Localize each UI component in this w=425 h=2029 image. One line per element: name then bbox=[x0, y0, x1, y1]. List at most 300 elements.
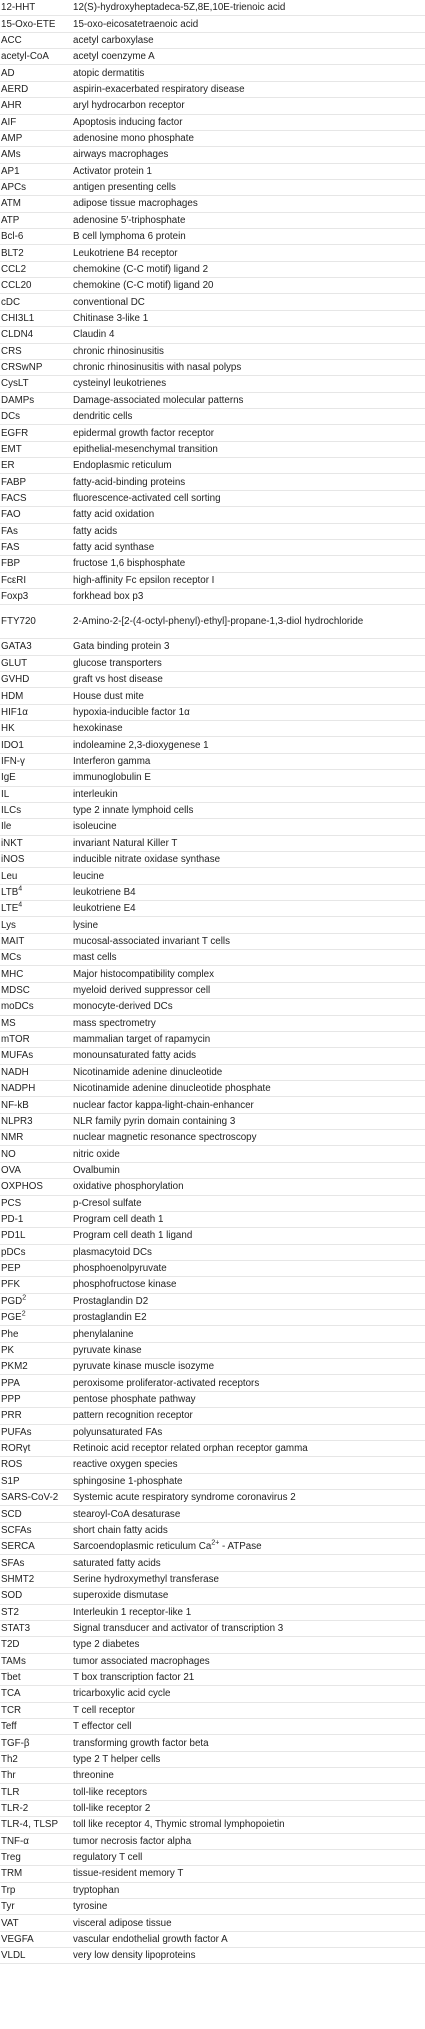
table-row bbox=[0, 1784, 425, 1800]
definition-text: 12(S)-hydroxyheptadeca-5Z,8E,10E-trienoic acid bbox=[73, 2, 286, 14]
definition-cell bbox=[73, 1064, 425, 1080]
table-row bbox=[0, 884, 425, 900]
definition-cell bbox=[73, 327, 425, 343]
definition-text: chemokine (C-C motif) ligand 20 bbox=[73, 280, 214, 292]
abbreviation-cell bbox=[0, 490, 73, 506]
definition-text: p-Cresol sulfate bbox=[73, 1197, 142, 1209]
abbreviation-text: BLT2 bbox=[1, 247, 24, 259]
abbreviation-cell bbox=[0, 835, 73, 851]
abbreviation-text: PRR bbox=[1, 1410, 22, 1422]
table-row bbox=[0, 1113, 425, 1129]
abbreviation-text: NLPR3 bbox=[1, 1115, 33, 1127]
abbreviation-text: MHC bbox=[1, 968, 24, 980]
definition-text: fatty acid synthase bbox=[73, 542, 155, 554]
definition-cell bbox=[73, 539, 425, 555]
definition-text: Prostaglandin D2 bbox=[73, 1295, 149, 1307]
definition-text: chronic rhinosinusitis bbox=[73, 345, 164, 357]
table-row bbox=[0, 1735, 425, 1751]
table-row bbox=[0, 672, 425, 688]
definition-text: nuclear factor kappa-light-chain-enhancer bbox=[73, 1099, 254, 1111]
abbreviation-text: RORγt bbox=[1, 1443, 31, 1455]
abbreviation-text: TLR-4, TLSP bbox=[1, 1819, 58, 1831]
definition-cell bbox=[73, 1800, 425, 1816]
abbreviation-cell bbox=[0, 1359, 73, 1375]
definition-cell bbox=[73, 278, 425, 294]
definition-text: reactive oxygen species bbox=[73, 1459, 178, 1471]
abbreviation-text: Leu bbox=[1, 870, 18, 882]
definition-cell bbox=[73, 1506, 425, 1522]
abbreviation-superscript: 2 bbox=[21, 1310, 26, 1318]
abbreviation-text: FABP bbox=[1, 476, 27, 488]
definition-cell bbox=[73, 1784, 425, 1800]
table-row bbox=[0, 605, 425, 639]
abbreviation-cell bbox=[0, 1244, 73, 1260]
definition-cell bbox=[73, 425, 425, 441]
table-row bbox=[0, 523, 425, 539]
definition-cell bbox=[73, 1833, 425, 1849]
abbreviation-text: TCA bbox=[1, 1688, 21, 1700]
definition-cell bbox=[73, 294, 425, 310]
table-row bbox=[0, 786, 425, 802]
abbreviation-cell bbox=[0, 1113, 73, 1129]
abbreviation-cell bbox=[0, 1653, 73, 1669]
abbreviation-cell bbox=[0, 688, 73, 704]
abbreviation-text: MUFAs bbox=[1, 1050, 34, 1062]
table-row bbox=[0, 933, 425, 949]
abbreviation-cell bbox=[0, 1391, 73, 1407]
definition-cell bbox=[73, 1571, 425, 1587]
table-row bbox=[0, 376, 425, 392]
abbreviation-text: FACS bbox=[1, 492, 27, 504]
abbreviation-superscript: 2 bbox=[22, 1294, 27, 1302]
table-row bbox=[0, 1948, 425, 1964]
abbreviation-cell bbox=[0, 1489, 73, 1505]
definition-text: Systemic acute respiratory syndrome coronavirus 2 bbox=[73, 1492, 296, 1504]
table-row bbox=[0, 1162, 425, 1178]
definition-text: tyrosine bbox=[73, 1901, 108, 1913]
abbreviation-cell bbox=[0, 819, 73, 835]
table-row bbox=[0, 1342, 425, 1358]
abbreviation-cell bbox=[0, 672, 73, 688]
table-row bbox=[0, 1277, 425, 1293]
definition-cell bbox=[73, 1948, 425, 1964]
definition-cell bbox=[73, 1489, 425, 1505]
table-row bbox=[0, 1015, 425, 1031]
definition-text: Chitinase 3-like 1 bbox=[73, 313, 149, 324]
definition-text: mast cells bbox=[73, 952, 117, 964]
abbreviation-cell bbox=[0, 1735, 73, 1751]
abbreviation-text: HDM bbox=[1, 690, 24, 702]
definition-cell bbox=[73, 1310, 425, 1326]
definition-cell bbox=[73, 917, 425, 933]
table-row bbox=[0, 1081, 425, 1097]
abbreviation-text: GLUT bbox=[1, 657, 28, 669]
table-row bbox=[0, 1424, 425, 1440]
definition-text: high-affinity Fc epsilon receptor I bbox=[73, 574, 215, 586]
abbreviation-cell bbox=[0, 1277, 73, 1293]
abbreviation-cell bbox=[0, 851, 73, 867]
abbreviation-cell bbox=[0, 81, 73, 97]
abbreviation-text: VEGFA bbox=[1, 1933, 34, 1945]
definition-text: transforming growth factor beta bbox=[73, 1737, 209, 1749]
definition-text: leukotriene E4 bbox=[73, 903, 136, 915]
definition-text: prostaglandin E2 bbox=[73, 1312, 147, 1324]
abbreviation-text: EMT bbox=[1, 443, 22, 455]
definition-cell bbox=[73, 556, 425, 572]
definition-text: Gata binding protein 3 bbox=[73, 641, 170, 653]
definition-text: epidermal growth factor receptor bbox=[73, 427, 215, 439]
abbreviation-text: MCs bbox=[1, 952, 22, 964]
definition-text: Nicotinamide adenine dinucleotide phosphate bbox=[73, 1083, 271, 1095]
table-row bbox=[0, 655, 425, 671]
table-row bbox=[0, 999, 425, 1015]
definition-text: fatty-acid-binding proteins bbox=[73, 476, 186, 488]
abbreviation-text: PGE bbox=[1, 1312, 22, 1324]
definition-cell bbox=[73, 851, 425, 867]
abbreviation-cell bbox=[0, 1162, 73, 1178]
table-row bbox=[0, 474, 425, 490]
table-row bbox=[0, 1702, 425, 1718]
definition-cell bbox=[73, 786, 425, 802]
abbreviation-cell bbox=[0, 376, 73, 392]
abbreviation-cell bbox=[0, 425, 73, 441]
abbreviation-cell bbox=[0, 1833, 73, 1849]
abbreviation-text: FAs bbox=[1, 525, 18, 537]
table-row bbox=[0, 1522, 425, 1538]
definition-cell bbox=[73, 458, 425, 474]
table-row bbox=[0, 1637, 425, 1653]
abbreviation-cell bbox=[0, 770, 73, 786]
table-row bbox=[0, 147, 425, 163]
abbreviation-cell bbox=[0, 1800, 73, 1816]
table-row bbox=[0, 1375, 425, 1391]
definition-text: tumor necrosis factor alpha bbox=[73, 1835, 192, 1847]
definition-cell bbox=[73, 1588, 425, 1604]
abbreviation-cell bbox=[0, 1588, 73, 1604]
table-row bbox=[0, 1604, 425, 1620]
definition-cell bbox=[73, 310, 425, 326]
definition-cell bbox=[73, 212, 425, 228]
abbreviation-cell bbox=[0, 950, 73, 966]
definition-cell bbox=[73, 802, 425, 818]
definition-text: monocyte-derived DCs bbox=[73, 1001, 173, 1013]
abbreviation-text: SCFAs bbox=[1, 1524, 32, 1536]
abbreviation-cell bbox=[0, 245, 73, 261]
definition-cell bbox=[73, 1522, 425, 1538]
abbreviation-text: ROS bbox=[1, 1459, 23, 1471]
definition-cell bbox=[73, 523, 425, 539]
abbreviation-text: PFK bbox=[1, 1279, 21, 1291]
abbreviation-cell bbox=[0, 1310, 73, 1326]
definition-cell bbox=[73, 1653, 425, 1669]
definition-text: acetyl coenzyme A bbox=[73, 51, 155, 63]
definition-text: fatty acid oxidation bbox=[73, 509, 155, 521]
definition-text: visceral adipose tissue bbox=[73, 1917, 172, 1929]
table-row bbox=[0, 1768, 425, 1784]
abbreviation-cell bbox=[0, 982, 73, 998]
definition-cell bbox=[73, 1620, 425, 1636]
definition-text: tissue-resident memory T bbox=[73, 1868, 184, 1880]
definition-text: Program cell death 1 bbox=[73, 1214, 164, 1226]
definition-text: very low density lipoproteins bbox=[73, 1950, 196, 1962]
abbreviation-cell bbox=[0, 1948, 73, 1964]
table-row bbox=[0, 1882, 425, 1898]
definition-text: nuclear magnetic resonance spectroscopy bbox=[73, 1132, 257, 1144]
abbreviation-cell bbox=[0, 966, 73, 982]
abbreviation-cell bbox=[0, 1179, 73, 1195]
abbreviation-superscript: 4 bbox=[18, 885, 23, 893]
table-row bbox=[0, 704, 425, 720]
abbreviation-cell bbox=[0, 1555, 73, 1571]
table-row bbox=[0, 261, 425, 277]
table-row bbox=[0, 343, 425, 359]
table-row bbox=[0, 1800, 425, 1816]
table-row bbox=[0, 1310, 425, 1326]
abbreviation-cell bbox=[0, 327, 73, 343]
table-row bbox=[0, 753, 425, 769]
abbreviation-cell bbox=[0, 1260, 73, 1276]
abbreviation-text: CCL20 bbox=[1, 280, 32, 292]
abbreviation-cell bbox=[0, 130, 73, 146]
abbreviation-text: PK bbox=[1, 1344, 15, 1356]
abbreviation-text: TLR-2 bbox=[1, 1802, 29, 1814]
table-row bbox=[0, 1457, 425, 1473]
table-row bbox=[0, 1817, 425, 1833]
table-row bbox=[0, 458, 425, 474]
definition-text: hypoxia-inducible factor 1α bbox=[73, 706, 190, 718]
definition-text: tumor associated macrophages bbox=[73, 1655, 210, 1667]
definition-text: Program cell death 1 ligand bbox=[73, 1230, 193, 1242]
abbreviation-cell bbox=[0, 1522, 73, 1538]
table-row bbox=[0, 1293, 425, 1309]
definition-cell bbox=[73, 359, 425, 375]
table-row bbox=[0, 163, 425, 179]
abbreviation-cell bbox=[0, 147, 73, 163]
definition-cell bbox=[73, 639, 425, 655]
table-row bbox=[0, 572, 425, 588]
abbreviation-text: ATM bbox=[1, 198, 21, 210]
abbreviation-text: AD bbox=[1, 67, 15, 79]
abbreviation-cell bbox=[0, 0, 73, 16]
abbreviation-cell bbox=[0, 1768, 73, 1784]
abbreviation-text: SCD bbox=[1, 1508, 22, 1520]
definition-text: type 2 innate lymphoid cells bbox=[73, 805, 194, 817]
definition-text: Claudin 4 bbox=[73, 329, 115, 341]
definition-text: aspirin-exacerbated respiratory disease bbox=[73, 83, 245, 95]
abbreviation-text: PKM2 bbox=[1, 1361, 28, 1373]
definition-text: Leukotriene B4 receptor bbox=[73, 247, 178, 259]
abbreviation-text: HK bbox=[1, 723, 15, 735]
table-row bbox=[0, 1440, 425, 1456]
abbreviation-text: PPP bbox=[1, 1394, 21, 1405]
definition-cell bbox=[73, 1293, 425, 1309]
abbreviation-cell bbox=[0, 868, 73, 884]
definition-cell bbox=[73, 441, 425, 457]
definition-text: adenosine 5′-triphosphate bbox=[73, 214, 186, 226]
definition-cell bbox=[73, 721, 425, 737]
definition-cell bbox=[73, 147, 425, 163]
abbreviation-cell bbox=[0, 1751, 73, 1767]
abbreviation-text: mTOR bbox=[1, 1034, 30, 1046]
abbreviation-cell bbox=[0, 1931, 73, 1947]
abbreviation-cell bbox=[0, 556, 73, 572]
abbreviation-text: SOD bbox=[1, 1590, 23, 1602]
definition-cell bbox=[73, 163, 425, 179]
definition-text: dendritic cells bbox=[73, 411, 133, 423]
definition-text: mass spectrometry bbox=[73, 1017, 156, 1029]
definition-cell bbox=[73, 1130, 425, 1146]
definition-cell bbox=[73, 1604, 425, 1620]
table-row bbox=[0, 1588, 425, 1604]
definition-text: vascular endothelial growth factor A bbox=[73, 1933, 228, 1945]
abbreviation-text: FcεRI bbox=[1, 574, 27, 586]
abbreviation-text: PCS bbox=[1, 1197, 22, 1209]
abbreviation-text: VLDL bbox=[1, 1950, 26, 1962]
definition-cell bbox=[73, 1882, 425, 1898]
definition-text: fatty acids bbox=[73, 525, 118, 537]
definition-cell bbox=[73, 1702, 425, 1718]
abbreviation-text: TCR bbox=[1, 1704, 22, 1716]
table-row bbox=[0, 196, 425, 212]
abbreviation-cell bbox=[0, 196, 73, 212]
definition-cell bbox=[73, 32, 425, 48]
definition-cell bbox=[73, 1359, 425, 1375]
definition-text: oxidative phosphorylation bbox=[73, 1181, 184, 1193]
definition-cell bbox=[73, 490, 425, 506]
definition-text: graft vs host disease bbox=[73, 674, 163, 686]
table-row bbox=[0, 294, 425, 310]
definition-text: epithelial-mesenchymal transition bbox=[73, 443, 218, 455]
table-row bbox=[0, 65, 425, 81]
definition-cell bbox=[73, 572, 425, 588]
abbreviation-text: FAS bbox=[1, 542, 20, 554]
definition-text: fluorescence-activated cell sorting bbox=[73, 492, 221, 504]
definition-text: saturated fatty acids bbox=[73, 1557, 161, 1569]
table-row bbox=[0, 278, 425, 294]
abbreviation-cell bbox=[0, 16, 73, 32]
definition-text: Nicotinamide adenine dinucleotide bbox=[73, 1066, 223, 1078]
table-row bbox=[0, 1260, 425, 1276]
table-row bbox=[0, 392, 425, 408]
definition-text: leucine bbox=[73, 870, 105, 882]
abbreviation-cell bbox=[0, 1506, 73, 1522]
table-row bbox=[0, 1571, 425, 1587]
definition-cell bbox=[73, 261, 425, 277]
abbreviation-cell bbox=[0, 1669, 73, 1685]
definition-cell bbox=[73, 1539, 425, 1555]
table-row bbox=[0, 1211, 425, 1227]
abbreviation-text: DAMPs bbox=[1, 394, 35, 406]
abbreviation-cell bbox=[0, 1539, 73, 1555]
definition-text: toll like receptor 4, Thymic stromal lymphopoietin bbox=[73, 1819, 285, 1831]
abbreviation-text: iNKT bbox=[1, 837, 23, 849]
abbreviation-text: moDCs bbox=[1, 1001, 34, 1013]
abbreviation-text: MS bbox=[1, 1017, 16, 1029]
definition-tail-text: - ATPase bbox=[219, 1541, 262, 1553]
table-row bbox=[0, 49, 425, 65]
table-row bbox=[0, 32, 425, 48]
table-row bbox=[0, 1719, 425, 1735]
definition-text: Damage-associated molecular patterns bbox=[73, 394, 244, 406]
definition-text: Serine hydroxymethyl transferase bbox=[73, 1573, 219, 1585]
definition-text: monounsaturated fatty acids bbox=[73, 1050, 197, 1062]
definition-cell bbox=[73, 1768, 425, 1784]
table-row bbox=[0, 556, 425, 572]
table-row bbox=[0, 245, 425, 261]
definition-text: lysine bbox=[73, 919, 99, 931]
table-row bbox=[0, 901, 425, 917]
abbreviation-cell bbox=[0, 1293, 73, 1309]
table-row bbox=[0, 1031, 425, 1047]
abbreviation-text: pDCs bbox=[1, 1246, 26, 1258]
definition-cell bbox=[73, 179, 425, 195]
table-row bbox=[0, 1620, 425, 1636]
abbreviation-cell bbox=[0, 1784, 73, 1800]
definition-cell bbox=[73, 1195, 425, 1211]
table-row bbox=[0, 1130, 425, 1146]
table-row bbox=[0, 179, 425, 195]
table-row bbox=[0, 539, 425, 555]
definition-text: acetyl carboxylase bbox=[73, 34, 154, 46]
abbreviation-cell bbox=[0, 1702, 73, 1718]
definition-cell bbox=[73, 408, 425, 424]
abbreviation-text: Teff bbox=[1, 1721, 17, 1733]
definition-text: Interferon gamma bbox=[73, 755, 151, 767]
abbreviation-text: AHR bbox=[1, 100, 22, 112]
table-row bbox=[0, 1931, 425, 1947]
table-row bbox=[0, 310, 425, 326]
definition-text: T effector cell bbox=[73, 1721, 132, 1733]
definition-cell bbox=[73, 1457, 425, 1473]
abbreviation-text: T2D bbox=[1, 1639, 20, 1651]
definition-cell bbox=[73, 868, 425, 884]
definition-text: toll-like receptors bbox=[73, 1786, 148, 1798]
definition-cell bbox=[73, 835, 425, 851]
abbreviation-text: APCs bbox=[1, 182, 27, 194]
definition-text: Signal transducer and activator of transcription 3 bbox=[73, 1623, 284, 1635]
abbreviation-cell bbox=[0, 1457, 73, 1473]
definition-cell bbox=[73, 507, 425, 523]
abbreviation-text: TNF-α bbox=[1, 1835, 29, 1847]
abbreviation-cell bbox=[0, 1408, 73, 1424]
abbreviation-cell bbox=[0, 802, 73, 818]
abbreviation-text: SHMT2 bbox=[1, 1573, 35, 1585]
abbreviation-cell bbox=[0, 1130, 73, 1146]
definition-text: polyunsaturated FAs bbox=[73, 1426, 163, 1438]
table-row bbox=[0, 688, 425, 704]
abbreviation-text: CCL2 bbox=[1, 263, 27, 275]
definition-cell bbox=[73, 1146, 425, 1162]
definition-cell bbox=[73, 950, 425, 966]
abbreviation-cell bbox=[0, 1571, 73, 1587]
definition-cell bbox=[73, 1211, 425, 1227]
definition-text: inducible nitrate oxidase synthase bbox=[73, 854, 221, 866]
abbreviation-text: MDSC bbox=[1, 985, 30, 997]
abbreviation-text: FBP bbox=[1, 558, 21, 570]
definition-cell bbox=[73, 1669, 425, 1685]
abbreviation-text: PGD bbox=[1, 1295, 23, 1307]
definition-text: toll-like receptor 2 bbox=[73, 1802, 151, 1814]
definition-cell bbox=[73, 1244, 425, 1260]
abbreviation-cell bbox=[0, 1146, 73, 1162]
table-row bbox=[0, 1097, 425, 1113]
abbreviation-cell bbox=[0, 901, 73, 917]
table-row bbox=[0, 130, 425, 146]
definition-cell bbox=[73, 688, 425, 704]
abbreviation-text: Tyr bbox=[1, 1901, 15, 1913]
abbreviation-cell bbox=[0, 1686, 73, 1702]
definition-cell bbox=[73, 1719, 425, 1735]
